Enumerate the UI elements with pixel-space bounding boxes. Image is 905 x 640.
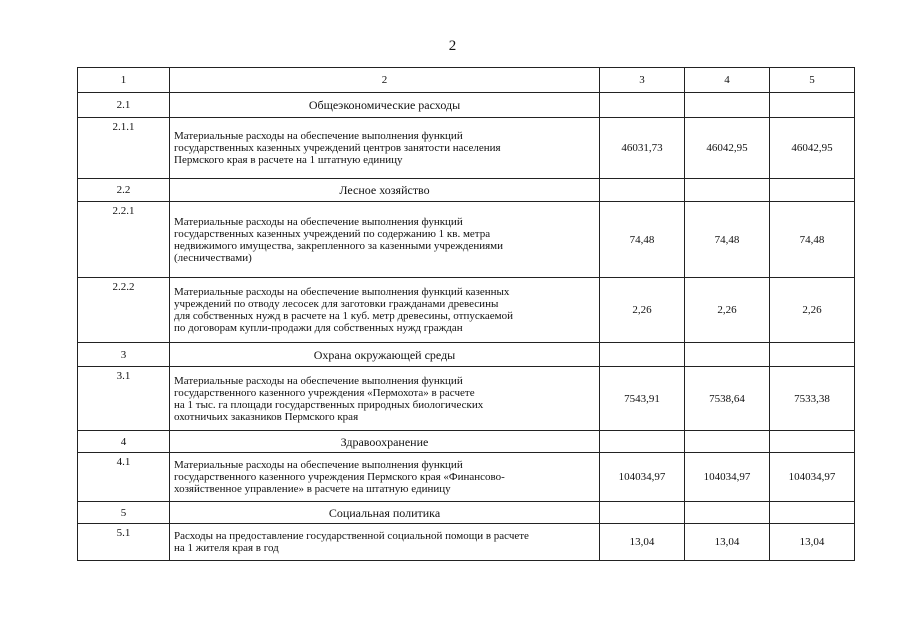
section-title: Социальная политика	[170, 502, 600, 524]
description-line: на 1 тыс. га площади государственных природных биологических	[174, 398, 484, 411]
empty-cell	[770, 502, 855, 524]
empty-cell	[600, 93, 685, 118]
description-line: государственного казенного учреждения Пермского края «Финансово-	[174, 471, 505, 483]
table-row	[78, 453, 855, 502]
description-line: государственных казенных учреждений по содержанию 1 кв. метра	[174, 227, 491, 240]
description-line: учреждений по отводу лесосек для заготовки гражданами древесины	[174, 298, 499, 310]
empty-cell	[685, 179, 770, 202]
empty-cell	[770, 431, 855, 453]
item-description	[170, 453, 600, 502]
value-col-5: 74,48	[770, 202, 855, 278]
description-line: Материальные расходы на обеспечение выполнения функций	[174, 215, 463, 228]
description-line: государственного казенного учреждения «Пермохота» в расчете	[174, 386, 475, 399]
section-row	[78, 93, 855, 118]
header-row	[78, 68, 855, 93]
empty-cell	[600, 179, 685, 202]
value-col-4: 74,48	[685, 202, 770, 278]
expense-norms-table	[77, 67, 855, 561]
item-description	[170, 118, 600, 179]
description-line: Материальные расходы на обеспечение выполнения функций казенных	[174, 286, 510, 298]
table-body	[78, 68, 855, 561]
section-code: 5	[78, 502, 170, 524]
item-code: 2.1.1	[78, 118, 170, 179]
empty-cell	[600, 343, 685, 367]
description-line: на 1 жителя края в год	[174, 542, 279, 554]
section-code: 2.1	[78, 93, 170, 118]
description-line: охотничьих заказников Пермского края	[174, 410, 359, 423]
table-row	[78, 524, 855, 561]
item-description	[170, 367, 600, 431]
value-col-4: 2,26	[685, 278, 770, 343]
header-cell-3: 3	[600, 68, 685, 93]
item-code: 2.2.2	[78, 278, 170, 343]
item-code: 2.2.1	[78, 202, 170, 278]
section-row	[78, 502, 855, 524]
value-col-3: 2,26	[600, 278, 685, 343]
item-code: 4.1	[78, 453, 170, 502]
page-number: 2	[448, 38, 457, 54]
header-cell-1: 1	[78, 68, 170, 93]
value-col-5: 7533,38	[770, 367, 855, 431]
description-line: Материальные расходы на обеспечение выполнения функций	[174, 374, 463, 387]
header-cell-2: 2	[170, 68, 600, 93]
value-col-5: 46042,95	[770, 118, 855, 179]
section-row	[78, 343, 855, 367]
empty-cell	[770, 179, 855, 202]
description-line: недвижимого имущества, закрепленного за казенными учреждениями	[174, 239, 504, 252]
empty-cell	[685, 431, 770, 453]
empty-cell	[600, 502, 685, 524]
section-code: 4	[78, 431, 170, 453]
item-description	[170, 202, 600, 278]
table-row	[78, 118, 855, 179]
value-col-3: 13,04	[600, 524, 685, 561]
value-col-4: 46042,95	[685, 118, 770, 179]
description-line: Материальные расходы на обеспечение выполнения функций	[174, 459, 463, 471]
item-description	[170, 524, 600, 561]
header-cell-4: 4	[685, 68, 770, 93]
description-line: государственных казенных учреждений центров занятости населения	[174, 142, 501, 154]
description-line: Расходы на предоставление государственной социальной помощи в расчете	[174, 530, 529, 542]
item-description	[170, 278, 600, 343]
item-code: 3.1	[78, 367, 170, 431]
empty-cell	[685, 502, 770, 524]
section-title: Здравоохранение	[170, 431, 600, 453]
value-col-3: 104034,97	[600, 453, 685, 502]
section-code: 2.2	[78, 179, 170, 202]
description-line: по договорам купли-продажи для собственных нужд граждан	[174, 322, 463, 334]
value-col-5: 104034,97	[770, 453, 855, 502]
value-col-4: 7538,64	[685, 367, 770, 431]
table-row	[78, 367, 855, 431]
empty-cell	[685, 343, 770, 367]
value-col-5: 13,04	[770, 524, 855, 561]
value-col-3: 74,48	[600, 202, 685, 278]
section-row	[78, 179, 855, 202]
section-code: 3	[78, 343, 170, 367]
value-col-5: 2,26	[770, 278, 855, 343]
value-col-3: 46031,73	[600, 118, 685, 179]
empty-cell	[770, 343, 855, 367]
section-title: Охрана окружающей среды	[170, 343, 600, 367]
description-line: Материальные расходы на обеспечение выполнения функций	[174, 130, 463, 142]
table-row	[78, 278, 855, 343]
section-row	[78, 431, 855, 453]
description-line: хозяйственное управление» в расчете на штатную единицу	[174, 483, 451, 495]
value-col-4: 104034,97	[685, 453, 770, 502]
section-title: Лесное хозяйство	[170, 179, 600, 202]
empty-cell	[600, 431, 685, 453]
table-row	[78, 202, 855, 278]
value-col-3: 7543,91	[600, 367, 685, 431]
section-title: Общеэкономические расходы	[170, 93, 600, 118]
description-line: Пермского края в расчете на 1 штатную единицу	[174, 154, 403, 166]
description-line: для собственных нужд в расчете на 1 куб. метр древесины, отпускаемой	[174, 310, 513, 322]
item-code: 5.1	[78, 524, 170, 561]
empty-cell	[685, 93, 770, 118]
value-col-4: 13,04	[685, 524, 770, 561]
empty-cell	[770, 93, 855, 118]
description-line: (лесничествами)	[174, 251, 252, 264]
header-cell-5: 5	[770, 68, 855, 93]
